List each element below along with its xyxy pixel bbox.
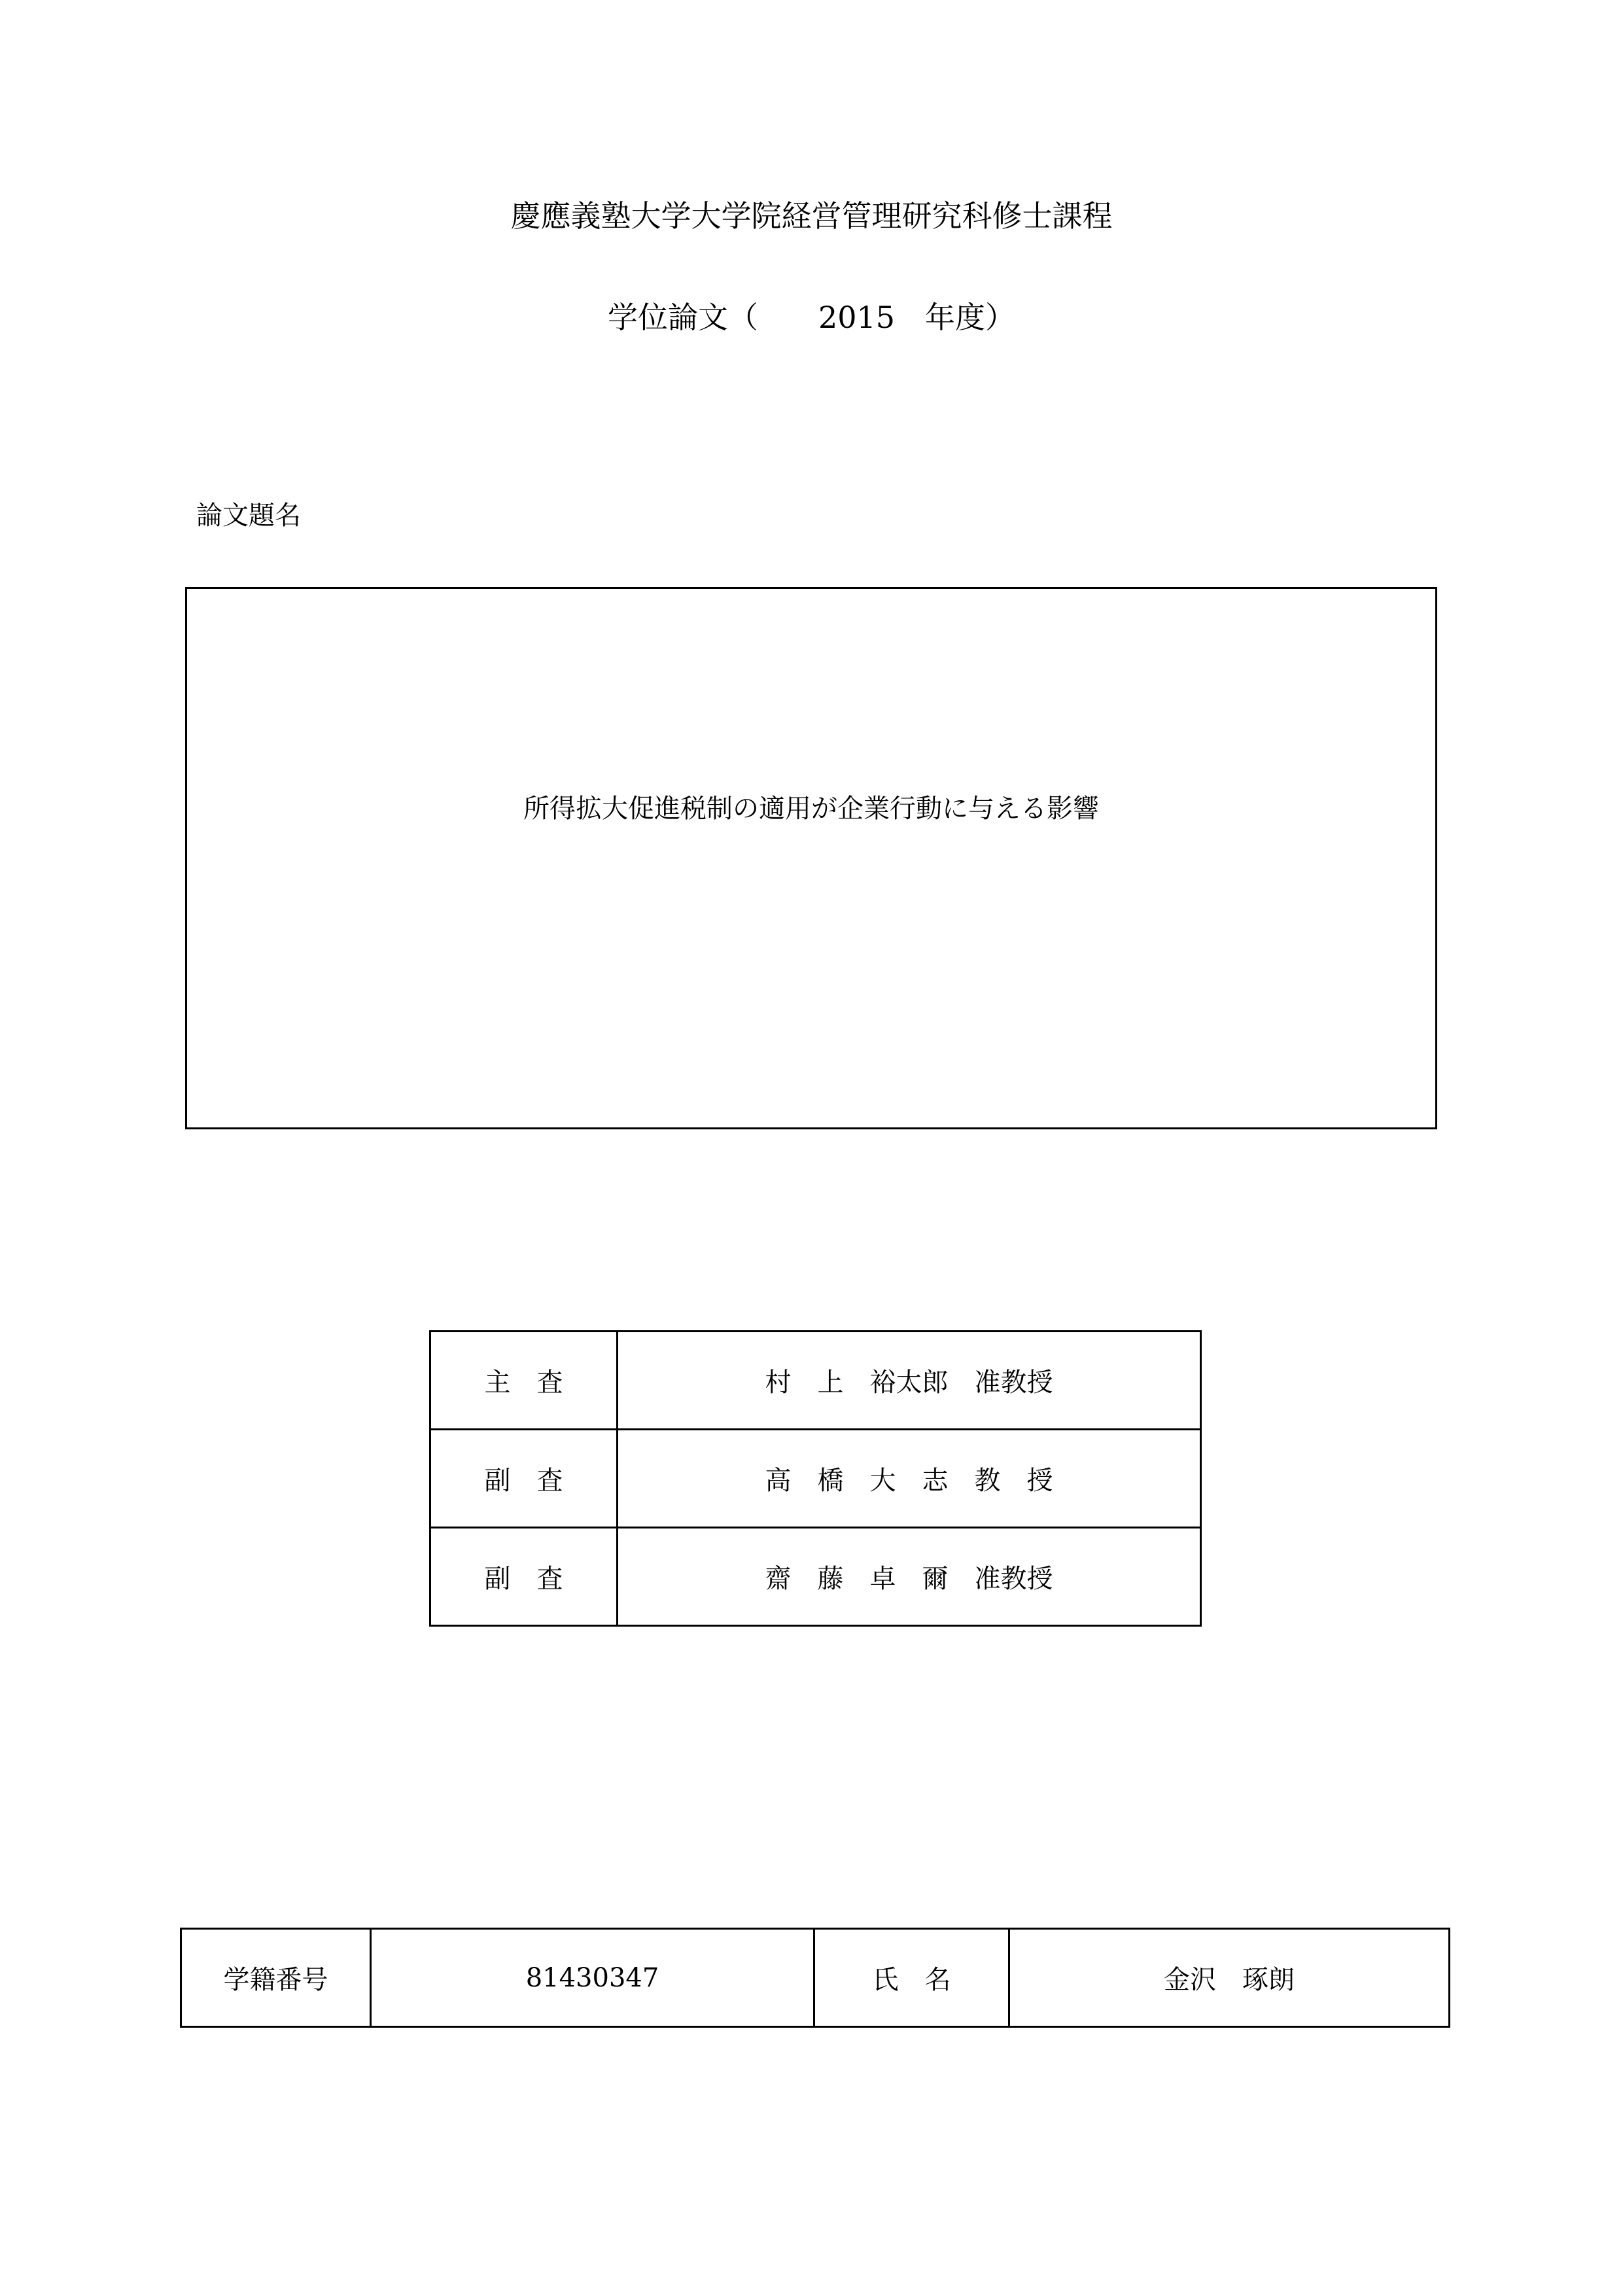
table-row xyxy=(430,1430,1201,1528)
examiner-name-cell: 村 上 裕太郎 准教授 xyxy=(618,1332,1201,1430)
examiner-role-cell: 副 査 xyxy=(430,1430,618,1528)
table-row xyxy=(430,1528,1201,1626)
thesis-title-text: 所得拡大促進税制の適用が企業行動に与える影響 xyxy=(523,794,1099,824)
student-id-label: 学籍番号 xyxy=(181,1929,371,2027)
examiner-name-cell: 齋 藤 卓 爾 准教授 xyxy=(618,1528,1201,1626)
degree-thesis-year-heading: 学位論文（ 2015 年度） xyxy=(607,300,1016,335)
table-row xyxy=(430,1332,1201,1430)
university-program-heading: 慶應義塾大学大学院経営管理研究科修士課程 xyxy=(510,198,1113,234)
student-name-value: 金沢 琢朗 xyxy=(1009,1929,1450,2027)
examiner-table xyxy=(429,1330,1202,1627)
thesis-title-box xyxy=(185,587,1437,1129)
student-id-value: 81430347 xyxy=(371,1929,814,2027)
examiner-role-cell: 主 査 xyxy=(430,1332,618,1430)
table-row xyxy=(181,1929,1450,2027)
thesis-title-label: 論文題名 xyxy=(196,501,301,531)
student-info-table xyxy=(180,1928,1450,2028)
examiner-name-cell: 高 橋 大 志 教 授 xyxy=(618,1430,1201,1528)
student-name-label: 氏 名 xyxy=(814,1929,1009,2027)
examiner-role-cell: 副 査 xyxy=(430,1528,618,1626)
